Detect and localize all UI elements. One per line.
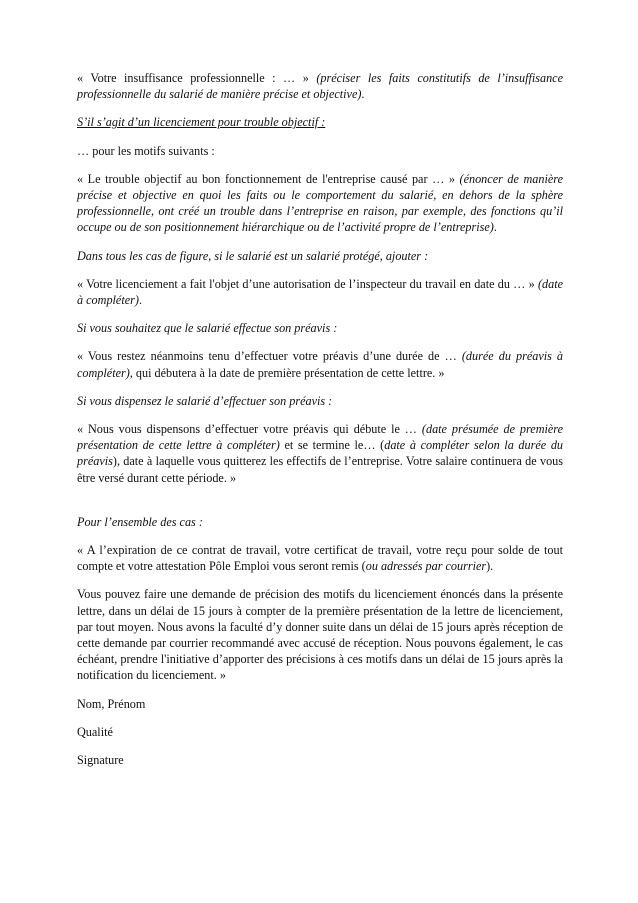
quote-text: « Votre insuffisance professionnelle : … »: [77, 71, 309, 85]
section-heading-ensemble-des-cas: Pour l’ensemble des cas :: [77, 514, 203, 529]
paragraph-trouble: « Le trouble objectif au bon fonctionnement de l'entreprise causé par … » (énoncer de manière précise et objective en quoi les faits ou le comportement du salarié, en dehors de la sphère professionnelle, ont créé un trouble dans l’entreprise en raison, par exemple, des fonctions qu’il occupe ou de son positionnement hiérarchique ou de l’activité propre de l’entreprise).: [77, 171, 563, 235]
signature-name: Nom, Prénom: [77, 696, 146, 711]
quote-text: « Le trouble objectif au bon fonctionnement de l'entreprise causé par … »: [77, 171, 455, 186]
section-heading-preavis-effectue: Si vous souhaitez que le salarié effectue son préavis :: [77, 321, 338, 336]
quote-text: « A l’expiration de ce contrat de travail, votre certificat de travail, votre reçu pour solde de tout compte et votre attestation Pôle Emploi vous seront remis (: [77, 543, 563, 574]
paragraph-preavis: [77, 348, 563, 380]
instruction-note: (énoncer de manière précise et objective en quoi les faits ou le comportement du salarié, en dehors de la sphère professionnelle, ont créé un trouble dans l’entreprise en raison, par exemple, des fonctions qu’il occupe ou de son positionnement hiérarchique ou de l’activité propre de l’entreprise): [77, 171, 563, 235]
quote-text: ), date à laquelle vous quitterez les effectifs de l’entreprise. Votre salaire continuera de vous être versé durant cette période. »: [77, 454, 563, 485]
quote-text: , qui débutera à la date de première présentation de cette lettre. »: [129, 365, 445, 380]
quote-text: « Votre licenciement a fait l'objet d’une autorisation de l’inspecteur du travail en date du … »: [77, 276, 535, 291]
section-heading-preavis-dispense: Si vous dispensez le salarié d’effectuer son préavis :: [77, 393, 333, 408]
signature-quality: Qualité: [77, 724, 113, 739]
instruction-note: (date à compléter): [77, 276, 563, 308]
instruction-note: date à compléter selon la durée du préavis: [77, 438, 564, 469]
instruction-note: (durée du préavis à compléter): [77, 349, 564, 380]
letter-page: [77, 70, 563, 768]
paragraph-dispense: [77, 421, 563, 486]
paragraph-insuffisance: « Votre insuffisance professionnelle : … » (préciser les faits constitutifs de l’insuffisance professionnelle du salarié de manière précise et objective).: [77, 71, 564, 102]
section-heading-salarie-protege: Dans tous les cas de figure, si le salarié est un salarié protégé, ajouter :: [77, 248, 429, 263]
paragraph-documents: « A l’expiration de ce contrat de travail, votre certificat de travail, votre reçu pour solde de tout compte et votre attestation Pôle Emploi vous seront remis (ou adressés par courrier).: [77, 543, 563, 574]
paragraph-precision-motifs: Vous pouvez faire une demande de précision des motifs du licenciement énoncés dans la présente lettre, dans un délai de 15 jours à compter de la première présentation de la lettre de licenciement, par tout moyen. Nous avons la faculté d’y donner suite dans un délai de 15 jours après réception de cette demande par courrier recommandé avec accusé de réception. Nous pouvons également, le cas échéant, prendre l'initiative d’apporter des précisions à ces motifs dans un délai de 15 jours après la notification du licenciement. »: [77, 587, 563, 683]
quote-text: et se termine le… (: [284, 438, 385, 453]
instruction-note: (préciser les faits constitutifs de l’insuffisance professionnelle du salarié de manière précise et objective): [77, 71, 564, 102]
paragraph-motifs: … pour les motifs suivants :: [77, 143, 215, 158]
section-heading-trouble-objectif: S’il s’agit d’un licenciement pour trouble objectif :: [77, 115, 326, 130]
quote-text: « Nous vous dispensons d’effectuer votre préavis qui débute le …: [77, 422, 417, 437]
instruction-note: ou adressés par courrier: [365, 559, 487, 574]
instruction-note: (date présumée de première présentation de cette lettre à compléter): [77, 422, 564, 453]
quote-text: « Vous restez néanmoins tenu d’effectuer votre préavis d’une durée de …: [77, 349, 457, 364]
signature-line: Signature: [77, 753, 124, 768]
paragraph-autorisation: « Votre licenciement a fait l'objet d’une autorisation de l’inspecteur du travail en date du … » (date à compléter).: [77, 276, 563, 308]
